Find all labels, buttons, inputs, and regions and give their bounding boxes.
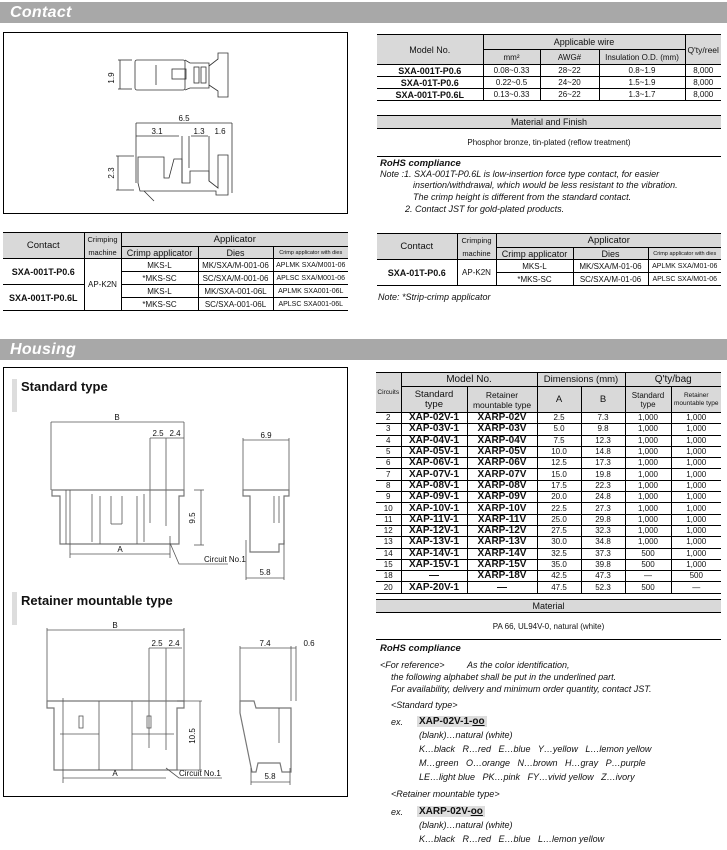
appl-right-contact: SXA-01T-P0.6 — [377, 260, 457, 286]
applicator-cell: *MKS-SC — [121, 272, 198, 285]
with-dies-cell: APLSC SXA/M001-06 — [273, 272, 348, 285]
dim-b-cell: 9.8 — [581, 424, 625, 435]
qty-standard-cell: 1,000 — [625, 469, 671, 480]
contact-wire-table — [377, 34, 721, 101]
dim-a-cell: 15.0 — [537, 469, 581, 480]
qty-cell: 8,000 — [685, 65, 721, 77]
qty-retainer-cell: 1,000 — [671, 503, 721, 514]
dim-1-6: 1.6 — [214, 127, 226, 136]
std-dim-6-9: 6.9 — [260, 431, 272, 440]
circuits-cell: 11 — [376, 514, 401, 525]
standard-model-cell: XAP-03V-1 — [401, 424, 467, 435]
qty-retainer-cell: 1,000 — [671, 548, 721, 559]
contact-section-banner: Contact — [0, 2, 727, 23]
circuits-cell: 8 — [376, 480, 401, 491]
circuits-cell: 14 — [376, 548, 401, 559]
dim-b-cell: 27.3 — [581, 503, 625, 514]
contact-note-1b: insertion/withdrawal, which would be less resistant to the vibration. — [413, 180, 678, 190]
col-contact: Contact — [3, 233, 84, 259]
applicator-cell: *MKS-SC — [121, 298, 198, 311]
contact-note-2: 2. Contact JST for gold-plated products. — [405, 204, 565, 214]
retainer-model-cell: XARP-13V — [467, 537, 537, 548]
qty-retainer-cell: 1,000 — [671, 469, 721, 480]
col-circuits: Circuits — [376, 373, 401, 413]
applicator-table-left — [3, 232, 348, 311]
dies-cell: MK/SXA/M-001-06 — [198, 259, 273, 272]
qty-standard-cell: 1,000 — [625, 424, 671, 435]
model-cell: SXA-001T-P0.6 — [377, 65, 483, 77]
ret-dim-a: A — [112, 769, 118, 778]
dim-b-cell: 52.3 — [581, 582, 625, 593]
standard-type-title: Standard type — [21, 379, 108, 394]
retainer-model-cell: XARP-04V — [467, 435, 537, 446]
contact-rohs: RoHS compliance — [380, 158, 461, 169]
dim-b-cell: 34.8 — [581, 537, 625, 548]
housing-row — [376, 514, 721, 525]
contact-cell: SXA-001T-P0.6 — [3, 259, 84, 285]
model-cell: SXA-001T-P0.6L — [377, 89, 483, 101]
standard-model-cell: XAP-20V-1 — [401, 582, 467, 593]
with-dies-cell: APLMK SXA/M001-06 — [273, 259, 348, 272]
dim-2-3: 2.3 — [107, 167, 116, 179]
col-retainer-type: Retainer mountable type — [467, 387, 537, 413]
contact-drawing — [4, 33, 349, 215]
col-applicator: Applicator — [496, 234, 721, 248]
with-dies-cell: APLMK SXA001-06L — [273, 285, 348, 298]
std-dim-9-5: 9.5 — [188, 512, 197, 524]
circuits-cell: 4 — [376, 435, 401, 446]
wire-table-row — [377, 65, 721, 77]
retainer-model-cell: XARP-08V — [467, 480, 537, 491]
mm2-cell: 0.22~0.5 — [483, 77, 540, 89]
dies-cell: SC/SXA-001-06L — [198, 298, 273, 311]
circuits-cell: 10 — [376, 503, 401, 514]
ret-example-code — [417, 806, 485, 817]
qty-standard-cell: 1,000 — [625, 413, 671, 424]
col-dimensions: Dimensions (mm) — [537, 373, 625, 387]
awg-cell: 24~20 — [540, 77, 599, 89]
dim-a-cell: 12.5 — [537, 458, 581, 469]
standard-model-cell: XAP-02V-1 — [401, 413, 467, 424]
housing-drawings — [4, 368, 349, 798]
col-crimp-applicator: Crimp applicator — [121, 247, 198, 259]
standard-model-cell: XAP-08V-1 — [401, 480, 467, 491]
housing-section-banner: Housing — [0, 339, 727, 360]
col-insulation: Insulation O.D. (mm) — [599, 50, 685, 65]
col-standard-type: Standard type — [401, 387, 467, 413]
standard-model-cell: XAP-13V-1 — [401, 537, 467, 548]
dim-a-cell: 10.0 — [537, 446, 581, 457]
std-dim-2-4: 2.4 — [169, 429, 181, 438]
col-model: Model No. — [377, 35, 483, 65]
circuits-cell: 18 — [376, 571, 401, 582]
ret-code-suffix: oo — [470, 806, 483, 817]
with-dies-cell: APLSC SXA001-06L — [273, 298, 348, 311]
retainer-model-cell: XARP-07V — [467, 469, 537, 480]
dim-a-cell: 30.0 — [537, 537, 581, 548]
col-machine: machine — [84, 247, 121, 259]
applicator-row — [3, 259, 348, 272]
appl-right-with-dies: APLMK SXA/M01-06 — [648, 260, 721, 273]
housing-row — [376, 582, 721, 593]
awg-cell: 28~22 — [540, 65, 599, 77]
standard-model-cell: XAP-12V-1 — [401, 525, 467, 536]
dim-a-cell: 27.5 — [537, 525, 581, 536]
dim-a-cell: 5.0 — [537, 424, 581, 435]
circuits-cell: 7 — [376, 469, 401, 480]
std-dim-a: A — [117, 545, 123, 554]
col-b: B — [581, 387, 625, 413]
circuits-cell: 15 — [376, 559, 401, 570]
reference-line-2: the following alphabet shall be put in the underlined part. — [391, 672, 617, 682]
ret-ex-label: ex. — [391, 807, 404, 817]
housing-material-value: PA 66, UL94V-0, natural (white) — [492, 622, 605, 631]
applicator-cell: MKS-L — [121, 259, 198, 272]
dim-a-cell: 25.0 — [537, 514, 581, 525]
dim-a-cell: 22.5 — [537, 503, 581, 514]
appl-right-applicator: MKS-L — [496, 260, 573, 273]
housing-row — [376, 469, 721, 480]
std-example-code — [417, 716, 487, 727]
dim-b-cell: 17.3 — [581, 458, 625, 469]
qty-cell: 8,000 — [685, 89, 721, 101]
std-circuit-label: Circuit No.1 — [204, 555, 246, 564]
for-reference-label: <For reference> — [380, 660, 445, 670]
qty-retainer-cell: 1,000 — [671, 424, 721, 435]
qty-retainer-cell: 1,000 — [671, 446, 721, 457]
for-reference-text: As the color identification, — [467, 660, 570, 670]
dim-b-cell: 47.3 — [581, 571, 625, 582]
appl-right-dies: SC/SXA/M-01-06 — [573, 273, 648, 286]
dies-cell: SC/SXA/M-001-06 — [198, 272, 273, 285]
col-a: A — [537, 387, 581, 413]
retainer-model-cell: XARP-12V — [467, 525, 537, 536]
dim-b-cell: 24.8 — [581, 492, 625, 503]
dim-a-cell: 35.0 — [537, 559, 581, 570]
qty-standard-cell: 1,000 — [625, 446, 671, 457]
dim-b-cell: 37.3 — [581, 548, 625, 559]
qty-retainer-cell: 1,000 — [671, 525, 721, 536]
std-color-line-3: M…green O…orange N…brown H…gray P…purple — [419, 758, 646, 768]
housing-row — [376, 480, 721, 491]
standard-model-cell: XAP-09V-1 — [401, 492, 467, 503]
qty-standard-cell: 1,000 — [625, 514, 671, 525]
appl-right-with-dies: APLSC SXA/M01-06 — [652, 275, 718, 283]
contact-cell: SXA-001T-P0.6L — [3, 285, 84, 311]
ret-dim-10-5: 10.5 — [188, 728, 197, 744]
col-qty-bag: Q'ty/bag — [625, 373, 721, 387]
awg-cell: 26~22 — [540, 89, 599, 101]
housing-row — [376, 458, 721, 469]
std-color-line-1: (blank)…natural (white) — [419, 730, 513, 740]
col-crimp-applicator: Crimp applicator — [496, 248, 573, 260]
housing-material-title: Material — [376, 599, 721, 613]
dim-a-cell: 47.5 — [537, 582, 581, 593]
applicator-row — [3, 285, 348, 298]
col-dies: Dies — [573, 248, 648, 260]
std-code-suffix: oo — [472, 716, 485, 727]
dim-6-5: 6.5 — [178, 114, 190, 123]
retainer-type-title: Retainer mountable type — [21, 593, 173, 608]
std-color-line-4: LE…light blue PK…pink FY…vivid yellow Z…ivory — [419, 772, 635, 782]
qty-standard-cell: 1,000 — [625, 480, 671, 491]
retainer-model-cell: XARP-14V — [467, 548, 537, 559]
qty-retainer-cell: 1,000 — [671, 435, 721, 446]
std-ex-label: ex. — [391, 717, 404, 727]
contact-note-1: Note :1. SXA-001T-P0.6L is low-insertion force type contact, for easier — [380, 169, 660, 179]
appl-right-applicator: *MKS-SC — [496, 273, 573, 286]
std-code-base: XAP-02V-1- — [419, 716, 473, 727]
col-applicable-wire: Applicable wire — [483, 35, 685, 50]
contact-material-title: Material and Finish — [377, 115, 721, 129]
housing-row — [376, 525, 721, 536]
housing-row — [376, 446, 721, 457]
dim-3-1: 3.1 — [151, 127, 163, 136]
housing-row — [376, 503, 721, 514]
housing-row — [376, 413, 721, 424]
col-with-dies: Crimp applicator with dies — [273, 247, 348, 259]
col-mm2: mm² — [483, 50, 540, 65]
qty-standard-cell: 1,000 — [625, 503, 671, 514]
ret-dim-2-5: 2.5 — [151, 639, 163, 648]
housing-drawing-frame — [3, 367, 348, 797]
mm2-cell: 0.13~0.33 — [483, 89, 540, 101]
dim-b-cell: 12.3 — [581, 435, 625, 446]
housing-row — [376, 435, 721, 446]
standard-model-cell: XAP-06V-1 — [401, 458, 467, 469]
retainer-type-label: <Retainer mountable type> — [391, 789, 500, 799]
contact-material-divider — [377, 156, 721, 157]
appl-right-dies: MK/SXA/M-01-06 — [573, 260, 648, 273]
standard-type-label: <Standard type> — [391, 700, 458, 710]
housing-row — [376, 537, 721, 548]
qty-standard-cell: 1,000 — [625, 435, 671, 446]
std-color-line-2: K…black R…red E…blue Y…yellow L…lemon yellow — [419, 744, 652, 754]
col-awg: AWG# — [540, 50, 599, 65]
ret-dim-b: B — [112, 621, 118, 630]
qty-retainer-cell: 1,000 — [671, 537, 721, 548]
appl-right-machine: AP-K2N — [457, 260, 496, 286]
dim-a-cell: 20.0 — [537, 492, 581, 503]
std-dim-5-8: 5.8 — [259, 568, 271, 577]
housing-row — [376, 548, 721, 559]
ret-code-base: XARP-02V- — [419, 806, 471, 817]
dim-a-cell: 32.5 — [537, 548, 581, 559]
contact-note-1c: The crimp height is different from the standard contact. — [413, 192, 632, 202]
retainer-model-cell: XARP-18V — [467, 571, 537, 582]
col-contact: Contact — [377, 234, 457, 260]
housing-table — [376, 372, 721, 594]
applicator-table-right — [377, 233, 721, 286]
retainer-model-cell: XARP-15V — [467, 559, 537, 570]
retainer-model-cell: XARP-02V — [467, 413, 537, 424]
col-model: Model No. — [401, 373, 537, 387]
housing-row — [376, 559, 721, 570]
standard-model-cell: — — [401, 571, 467, 582]
retainer-model-cell: XARP-09V — [467, 492, 537, 503]
ret-color-line-1: (blank)…natural (white) — [419, 820, 513, 830]
dim-a-cell: 42.5 — [537, 571, 581, 582]
standard-model-cell: XAP-07V-1 — [401, 469, 467, 480]
circuits-cell: 5 — [376, 446, 401, 457]
circuits-cell: 9 — [376, 492, 401, 503]
qty-standard-cell: — — [625, 571, 671, 582]
model-cell: SXA-01T-P0.6 — [377, 77, 483, 89]
qty-standard-cell: 1,000 — [625, 458, 671, 469]
qty-standard-cell: 500 — [625, 582, 671, 593]
qty-retainer-cell: 1,000 — [671, 458, 721, 469]
qty-retainer-cell: — — [671, 582, 721, 593]
standard-model-cell: XAP-10V-1 — [401, 503, 467, 514]
col-qty-standard: Standard type — [625, 387, 671, 413]
strip-crimp-note: Note: *Strip-crimp applicator — [378, 292, 491, 302]
standard-model-cell: XAP-04V-1 — [401, 435, 467, 446]
insulation-cell: 0.8~1.9 — [599, 65, 685, 77]
retainer-model-cell: XARP-11V — [467, 514, 537, 525]
qty-standard-cell: 500 — [625, 559, 671, 570]
circuits-cell: 6 — [376, 458, 401, 469]
col-crimping: Crimping — [457, 234, 496, 248]
qty-standard-cell: 1,000 — [625, 525, 671, 536]
mm2-cell: 0.08~0.33 — [483, 65, 540, 77]
qty-retainer-cell: 1,000 — [671, 492, 721, 503]
col-with-dies: Crimp applicator with dies — [648, 248, 721, 260]
col-qty-retainer: Retainer mountable type — [671, 387, 721, 413]
wire-table-row — [377, 77, 721, 89]
retainer-model-cell: XARP-05V — [467, 446, 537, 457]
wire-table-row — [377, 89, 721, 101]
ret-dim-0-6: 0.6 — [303, 639, 315, 648]
circuits-cell: 13 — [376, 537, 401, 548]
housing-rohs: RoHS compliance — [380, 643, 461, 654]
ret-dim-7-4: 7.4 — [259, 639, 271, 648]
housing-row — [376, 424, 721, 435]
housing-row — [376, 571, 721, 582]
dim-1-9: 1.9 — [107, 72, 116, 84]
circuits-cell: 12 — [376, 525, 401, 536]
machine-cell: AP-K2N — [84, 259, 121, 311]
col-dies: Dies — [198, 247, 273, 259]
dim-b-cell: 39.8 — [581, 559, 625, 570]
dim-b-cell: 32.3 — [581, 525, 625, 536]
insulation-cell: 1.3~1.7 — [599, 89, 685, 101]
qty-standard-cell: 1,000 — [625, 537, 671, 548]
circuits-cell: 3 — [376, 424, 401, 435]
retainer-model-cell: XARP-06V — [467, 458, 537, 469]
dim-b-cell: 14.8 — [581, 446, 625, 457]
std-dim-2-5: 2.5 — [152, 429, 164, 438]
standard-model-cell: XAP-05V-1 — [401, 446, 467, 457]
dies-cell: MK/SXA-001-06L — [198, 285, 273, 298]
col-applicator: Applicator — [121, 233, 348, 247]
standard-model-cell: XAP-15V-1 — [401, 559, 467, 570]
ret-dim-5-8: 5.8 — [264, 772, 276, 781]
dim-1-3: 1.3 — [193, 127, 205, 136]
std-dim-b: B — [114, 413, 120, 422]
col-qty-reel: Q'ty/reel — [685, 35, 721, 65]
col-machine: machine — [457, 248, 496, 260]
qty-retainer-cell: 1,000 — [671, 480, 721, 491]
col-crimping: Crimping — [84, 233, 121, 247]
dim-a-cell: 7.5 — [537, 435, 581, 446]
ret-circuit-label: Circuit No.1 — [179, 769, 221, 778]
qty-retainer-cell: 1,000 — [671, 514, 721, 525]
standard-model-cell: XAP-14V-1 — [401, 548, 467, 559]
contact-drawing-frame — [3, 32, 348, 214]
retainer-model-cell: — — [467, 582, 537, 593]
dim-a-cell: 2.5 — [537, 413, 581, 424]
dim-b-cell: 19.8 — [581, 469, 625, 480]
contact-material-value: Phosphor bronze, tin-plated (reflow treatment) — [467, 138, 631, 147]
standard-model-cell: XAP-11V-1 — [401, 514, 467, 525]
reference-line-3: For availability, delivery and minimum order quantity, contact JST. — [391, 684, 652, 694]
dim-a-cell: 17.5 — [537, 480, 581, 491]
housing-material-divider — [376, 639, 721, 640]
circuits-cell: 2 — [376, 413, 401, 424]
applicator-cell: MKS-L — [121, 285, 198, 298]
dim-b-cell: 22.3 — [581, 480, 625, 491]
qty-retainer-cell: 500 — [671, 571, 721, 582]
qty-retainer-cell: 1,000 — [671, 559, 721, 570]
ret-dim-2-4: 2.4 — [168, 639, 180, 648]
qty-standard-cell: 500 — [625, 548, 671, 559]
dim-b-cell: 7.3 — [581, 413, 625, 424]
insulation-cell: 1.5~1.9 — [599, 77, 685, 89]
contact-top-body — [135, 60, 185, 90]
qty-retainer-cell: 1,000 — [671, 413, 721, 424]
dim-b-cell: 29.8 — [581, 514, 625, 525]
retainer-model-cell: XARP-10V — [467, 503, 537, 514]
retainer-model-cell: XARP-03V — [467, 424, 537, 435]
qty-standard-cell: 1,000 — [625, 492, 671, 503]
circuits-cell: 20 — [376, 582, 401, 593]
qty-cell: 8,000 — [685, 77, 721, 89]
housing-row — [376, 492, 721, 503]
ret-color-line-2: K…black R…red E…blue L…lemon yellow — [419, 834, 605, 844]
